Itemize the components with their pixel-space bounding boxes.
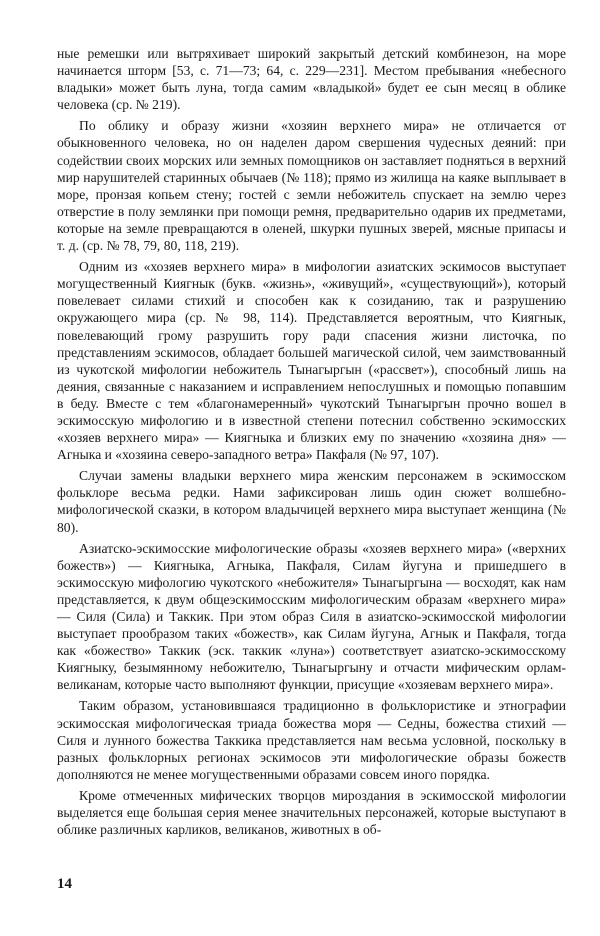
paragraph-5: Азиатско-эскимосские мифологические образы «хозяев верхнего мира» («верхних божеств») — Киягныка, Агныка, Пакфаля, Силам йугуна и пришедшего в эскимосскую мифологию чукотского «небожителя» Тынагыргына — восходят, как нам представляется, к двум общеэскимосским мифологическим образам «верхнего мира» — Силя (Сила) и Таккик. При этом образ Силя в азиатско-эскимосской мифологии выступает прообразом таких «божеств», как Силам йугуна, Агнык и Пакфаля, тогда как «божество» Таккик (эск. таккик «луна») соответствует азиатско-эскимосскому Киягныку, безымянному небожителю, Тынагыргыну и отчасти мифическим орлам-великанам, которые часто выполняют функции, присущие «хозяевам верхнего мира». (57, 540, 566, 693)
paragraph-1: ные ремешки или вытряхивает широкий закрытый детский комбинезон, на море начинается шторм [53, с. 71—73; 64, с. 229—231]. Местом пребывания «небесного владыки» может быть луна, тогда самим «владыкой» будет ее сын месяц в облике человека (ср. № 219). (57, 46, 566, 113)
paragraph-2: По облику и образу жизни «хозяин верхнего мира» не отличается от обыкновенного человека, но он наделен даром свершения чудесных деяний: при содействии своих морских или земных помощников он заставляет подняться в верхний мир нарушителей старинных обычаев (№ 118); прямо из жилища на каяке выплывает в море, пронзая копьем стену; гостей с земли небожитель спускает на землю через отверстие в полу землянки при помощи ремня, предварительно одарив их предметами, которые на земле превращаются в оленей, шкурки пушных зверей, мясные припасы и т. д. (ср. № 78, 79, 80, 118, 219). (57, 118, 566, 254)
paragraph-3: Одним из «хозяев верхнего мира» в мифологии азиатских эскимосов выступает могущественный Киягнык (букв. «жизнь», «живущий», «существующий»), который повелевает силами стихий и способен как к созиданию, так и разрушению окружающего мира (ср. № 98, 114). Представляется вероятным, что Киягнык, повелевающий грому разрушить гору ради спасения жизни листочка, по представлениям эскимосов, обладает большей магической силой, чем заимствованный из чукотской мифологии небожитель Тынагыргын («рассвет»), способный лишь на деяния, связанные с наказанием и исправлением непослушных и помощью попавшим в беду. Вместе с тем «благонамеренный» чукотский Тынагыргын прочно вошел в эскимосскую мифологию и в известной степени потеснил собственно эскимосских «хозяев верхнего мира» — Киягныка и близких ему по значению «хозяина дня» — Агныка и «хозяина северо-западного ветра» Пакфаля (№ 97, 107). (57, 259, 566, 463)
page-number: 14 (57, 876, 72, 892)
paragraph-4: Случаи замены владыки верхнего мира женским персонажем в эскимосском фольклоре весьма редки. Нами зафиксирован лишь один сюжет волшебно-мифологической сказки, в котором владычицей верхнего мира выступает женщина (№ 80). (57, 468, 566, 535)
paragraph-7: Кроме отмеченных мифических творцов мироздания в эскимосской мифологии выделяется еще большая серия менее значительных персонажей, которые выступают в облике различных карликов, великанов, животных в об- (57, 787, 566, 838)
text-column (57, 45, 566, 838)
paragraph-6: Таким образом, установившаяся традиционно в фольклористике и этнографии эскимосская мифологическая триада божества моря — Седны, божества стихий — Силя и лунного божества Таккика представляется нам весьма условной, поскольку в разных фольклорных регионах эскимосов эти мифологические образы божеств дополняются не менее могущественными образами совсем иного порядка. (57, 698, 566, 782)
